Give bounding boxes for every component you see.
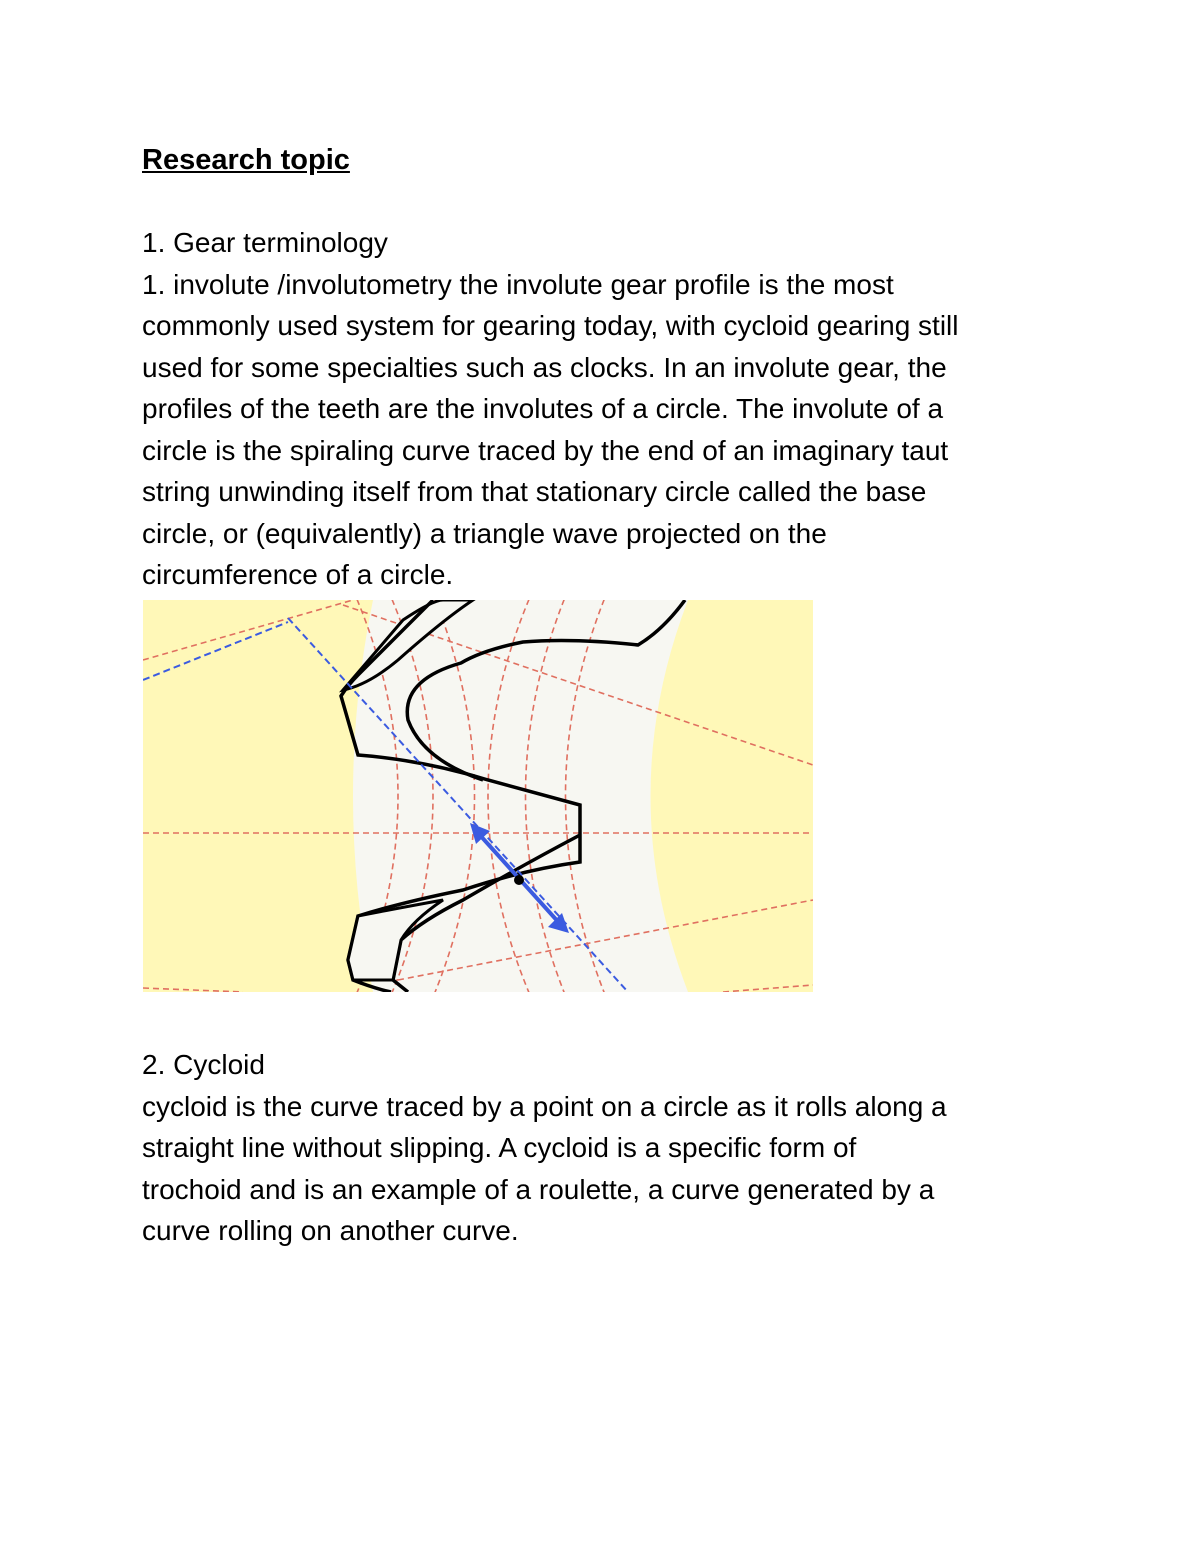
section-heading: 1. Gear terminology: [142, 227, 388, 258]
paragraph-line: circumference of a circle.: [142, 559, 454, 590]
page-title: Research topic: [142, 144, 350, 176]
paragraph-line: trochoid and is an example of a roulette, a curve generated by a: [142, 1173, 935, 1205]
paragraph-line: circle, or (equivalently) a triangle wave projected on the: [142, 517, 827, 549]
paragraph-line: circle is the spiraling curve traced by the end of an imaginary taut: [142, 434, 949, 466]
paragraph-line: 1. involute /involutometry the involute gear profile is the most: [142, 268, 894, 300]
paragraph-line: commonly used system for gearing today, with cycloid gearing still: [142, 310, 959, 341]
paragraph-line: string unwinding itself from that stationary circle called the base: [142, 476, 927, 507]
section-heading: 2. Cycloid: [142, 1049, 265, 1080]
paragraph-line: curve rolling on another curve.: [142, 1215, 519, 1246]
paragraph-line: straight line without slipping. A cycloid is a specific form of: [142, 1132, 857, 1163]
paragraph-line: cycloid is the curve traced by a point on a circle as it rolls along a: [142, 1090, 947, 1122]
paragraph-line: used for some specialties such as clocks. In an involute gear, the: [142, 351, 947, 383]
involute-gear-figure: [143, 600, 813, 992]
section-gear-terminology: [142, 222, 1082, 596]
paragraph-line: profiles of the teeth are the involutes of a circle. The involute of a: [142, 393, 944, 424]
pitch-point: [514, 875, 524, 885]
section-cycloid: [142, 1044, 1082, 1252]
gear-diagram: [143, 600, 813, 992]
